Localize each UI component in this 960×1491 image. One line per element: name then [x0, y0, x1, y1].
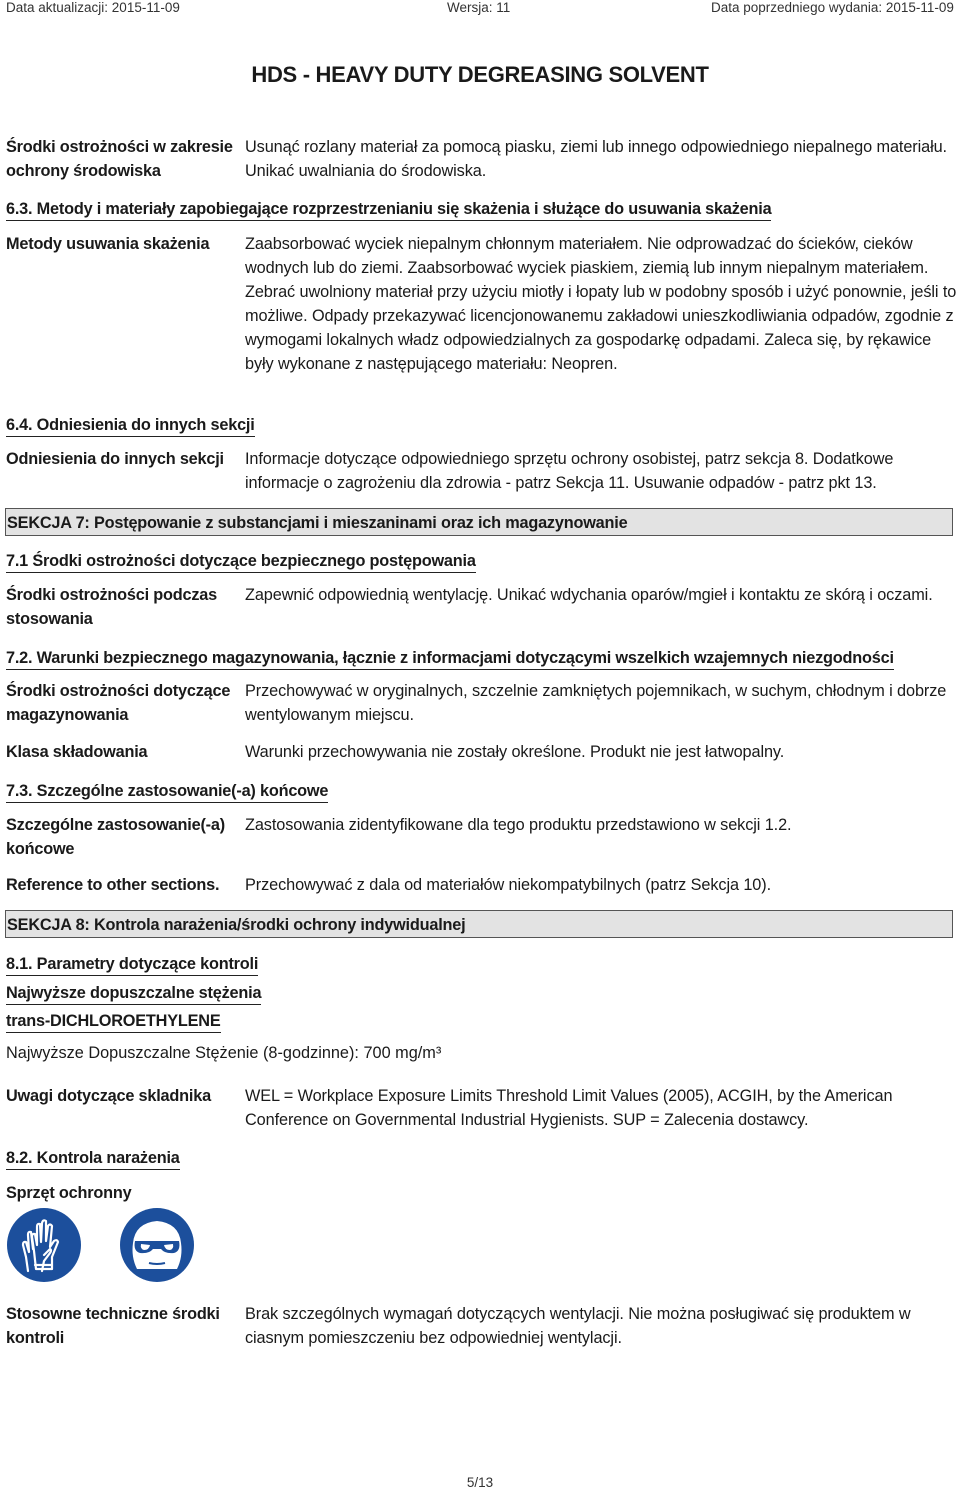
env-precautions-value: Usunąć rozlany materiał za pomocą piasku, ziemi lub innego odpowiedniego niepalnego materiału. Unikać uwalniania do środowiska.	[245, 138, 947, 180]
end-use-label: Szczególne zastosowanie(-a) końcowe	[6, 816, 225, 858]
section-6-3-heading: 6.3. Metody i materiały zapobiegające rozprzestrzenianiu się skażenia i służące do usuwania skażenia	[6, 198, 771, 221]
version: Wersja: 11	[447, 0, 511, 15]
document-title: HDS - HEAVY DUTY DEGREASING SOLVENT	[251, 62, 709, 87]
cleanup-methods-label: Metody usuwania skażenia	[6, 235, 210, 253]
substance-name: trans-DICHLOROETHYLENE	[6, 1010, 221, 1033]
section-7-2-heading: 7.2. Warunki bezpiecznego magazynowania, łącznie z informacjami dotyczącymi wszelkich wzajemnych niezgodności	[6, 647, 894, 670]
component-notes-value: WEL = Workplace Exposure Limits Threshold Limit Values (2005), ACGIH, by the American Conference on Governmental Industrial Hygienists. SUP = Zalecenia dostawcy.	[245, 1087, 893, 1129]
section-8-1-heading: 8.1. Parametry dotyczące kontroli	[6, 953, 258, 976]
other-sections-value: Informacje dotyczące odpowiedniego sprzętu ochrony osobistej, patrz sekcja 8. Dodatkowe informacje o zagrożeniu dla zdrowia - patrz Sekcja 11. Usuwanie odpadów - patrz pkt 13.	[245, 450, 894, 492]
section-7-1-heading: 7.1 Środki ostrożności dotyczące bezpiecznego postępowania	[6, 550, 476, 573]
gloves-icon	[6, 1207, 82, 1283]
handling-value: Zapewnić odpowiednią wentylację. Unikać wdychania oparów/mgieł i kontaktu ze skórą i oczami.	[245, 586, 933, 604]
previous-date: Data poprzedniego wydania: 2015-11-09	[711, 0, 954, 15]
storage-class-value: Warunki przechowywania nie zostały określone. Produkt nie jest łatwopalny.	[245, 743, 785, 761]
limits-heading: Najwyższe dopuszczalne stężenia	[6, 982, 261, 1005]
equipment-heading: Sprzęt ochronny	[6, 1184, 132, 1202]
other-sections-label: Odniesienia do innych sekcji	[6, 450, 224, 468]
section-8-title: SEKCJA 8: Kontrola narażenia/środki ochrony indywidualnej	[5, 910, 953, 938]
cleanup-methods-value: Zaabsorbować wyciek niepalnym chłonnym materiałem. Nie odprowadzać do ścieków, cieków wodnych lub do ziemi. Zaabsorbować wyciek piaskiem, ziemią lub innym niepalnym materiałem. Zebrać uwolniony materiał przy użyciu miotły i łopaty lub w podobny sposób i użyć ponownie, jeśli to możliwe. Odpady przekazywać licencjonowanemu zakładowi unieszkodliwiania odpadów, zgodnie z wymogami lokalnych władz odpowiedzialnych za gospodarkę odpadami. Zaleca się, by rękawice były wykonane z następującego materiału: Neopren.	[245, 235, 957, 373]
storage-class-label: Klasa składowania	[6, 743, 148, 761]
storage-label: Środki ostrożności dotyczące magazynowania	[6, 682, 231, 724]
engineering-controls-value: Brak szczególnych wymagań dotyczących wentylacji. Nie można posługiwać się produktem w ciasnym pomieszczeniu bez odpowiedniej wentylacji.	[245, 1305, 911, 1347]
section-7-3-heading: 7.3. Szczególne zastosowanie(-a) końcowe	[6, 780, 328, 803]
page-number: 5/13	[466, 1475, 494, 1490]
nds-value: Najwyższe Dopuszczalne Stężenie (8-godzinne): 700 mg/m³	[6, 1044, 442, 1062]
goggles-icon	[119, 1207, 195, 1283]
section-8-2-heading: 8.2. Kontrola narażenia	[6, 1147, 180, 1170]
engineering-controls-label: Stosowne techniczne środki kontroli	[6, 1305, 220, 1347]
handling-label: Środki ostrożności podczas stosowania	[6, 586, 218, 628]
section-6-4-heading: 6.4. Odniesienia do innych sekcji	[6, 414, 255, 437]
component-notes-label: Uwagi dotyczące skladnika	[6, 1087, 211, 1105]
storage-value: Przechowywać w oryginalnych, szczelnie zamkniętych pojemnikach, w suchym, chłodnym i dobrze wentylowanym miejscu.	[245, 682, 947, 724]
section-7-title: SEKCJA 7: Postępowanie z substancjami i mieszaninami oraz ich magazynowanie	[5, 508, 953, 536]
env-precautions-label: Środki ostrożności w zakresie ochrony środowiska	[6, 138, 233, 180]
update-date: Data aktualizacji: 2015-11-09	[6, 0, 180, 15]
end-use-value: Zastosowania zidentyfikowane dla tego produktu przedstawiono w sekcji 1.2.	[245, 816, 792, 834]
reference-label: Reference to other sections.	[6, 876, 220, 894]
reference-value: Przechowywać z dala od materiałów niekompatybilnych (patrz Sekcja 10).	[245, 876, 771, 894]
